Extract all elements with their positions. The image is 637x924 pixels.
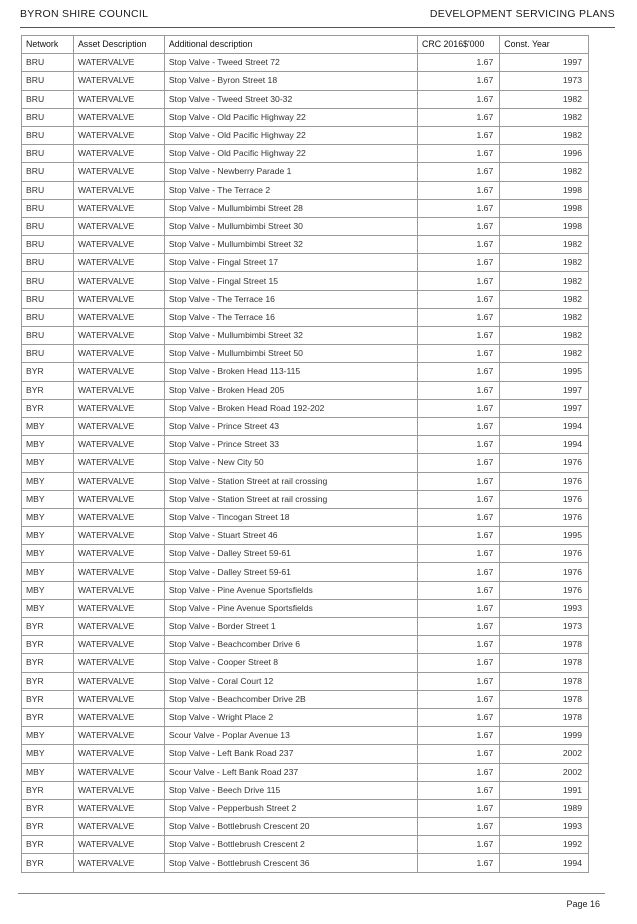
cell-asset-description: WATERVALVE [73,763,164,781]
cell-network: BRU [22,72,74,90]
cell-additional-description: Stop Valve - Fingal Street 15 [164,272,417,290]
cell-asset-description: WATERVALVE [73,417,164,435]
cell-additional-description: Stop Valve - Dalley Street 59-61 [164,545,417,563]
table-row [22,599,589,617]
cell-crc: 1.67 [418,290,500,308]
table-row [22,727,589,745]
table-row [22,472,589,490]
table-row [22,363,589,381]
table-row [22,690,589,708]
cell-crc: 1.67 [418,763,500,781]
table-row [22,763,589,781]
cell-network: MBY [22,508,74,526]
cell-const-year: 1995 [500,527,589,545]
table-row [22,508,589,526]
cell-network: MBY [22,581,74,599]
cell-crc: 1.67 [418,436,500,454]
cell-crc: 1.67 [418,545,500,563]
cell-const-year: 1982 [500,254,589,272]
cell-const-year: 2002 [500,763,589,781]
cell-network: BRU [22,126,74,144]
cell-asset-description: WATERVALVE [73,672,164,690]
cell-const-year: 1982 [500,126,589,144]
cell-additional-description: Stop Valve - Border Street 1 [164,618,417,636]
cell-network: BRU [22,108,74,126]
cell-asset-description: WATERVALVE [73,290,164,308]
cell-const-year: 1976 [500,581,589,599]
cell-additional-description: Stop Valve - Prince Street 33 [164,436,417,454]
cell-asset-description: WATERVALVE [73,599,164,617]
table-row [22,818,589,836]
table-row [22,708,589,726]
cell-additional-description: Stop Valve - Mullumbimbi Street 32 [164,327,417,345]
cell-additional-description: Stop Valve - Bottlebrush Crescent 36 [164,854,417,872]
cell-crc: 1.67 [418,72,500,90]
cell-const-year: 1998 [500,181,589,199]
cell-crc: 1.67 [418,399,500,417]
cell-asset-description: WATERVALVE [73,308,164,326]
cell-asset-description: WATERVALVE [73,581,164,599]
cell-network: BRU [22,217,74,235]
table-row [22,90,589,108]
cell-asset-description: WATERVALVE [73,836,164,854]
cell-asset-description: WATERVALVE [73,436,164,454]
cell-asset-description: WATERVALVE [73,163,164,181]
cell-asset-description: WATERVALVE [73,854,164,872]
cell-network: MBY [22,417,74,435]
cell-crc: 1.67 [418,363,500,381]
cell-const-year: 1999 [500,727,589,745]
cell-asset-description: WATERVALVE [73,236,164,254]
table-row [22,563,589,581]
cell-additional-description: Stop Valve - Pine Avenue Sportsfields [164,581,417,599]
cell-network: BYR [22,836,74,854]
cell-crc: 1.67 [418,599,500,617]
table-row [22,527,589,545]
cell-const-year: 1978 [500,708,589,726]
table-row [22,417,589,435]
cell-const-year: 1978 [500,690,589,708]
cell-additional-description: Stop Valve - Byron Street 18 [164,72,417,90]
cell-const-year: 1982 [500,290,589,308]
cell-network: BYR [22,854,74,872]
cell-additional-description: Stop Valve - Broken Head 113-115 [164,363,417,381]
column-header-asset-description: Asset Description [73,36,164,54]
cell-crc: 1.67 [418,508,500,526]
table-row [22,399,589,417]
cell-const-year: 1993 [500,818,589,836]
cell-additional-description: Stop Valve - Coral Court 12 [164,672,417,690]
cell-const-year: 1976 [500,454,589,472]
table-row [22,181,589,199]
cell-asset-description: WATERVALVE [73,381,164,399]
table-row [22,381,589,399]
cell-crc: 1.67 [418,345,500,363]
cell-crc: 1.67 [418,563,500,581]
cell-additional-description: Stop Valve - Bottlebrush Crescent 20 [164,818,417,836]
cell-const-year: 1994 [500,854,589,872]
cell-asset-description: WATERVALVE [73,363,164,381]
cell-network: BYR [22,781,74,799]
cell-asset-description: WATERVALVE [73,472,164,490]
cell-asset-description: WATERVALVE [73,708,164,726]
cell-crc: 1.67 [418,272,500,290]
table-row [22,490,589,508]
cell-const-year: 1982 [500,236,589,254]
council-name: BYRON SHIRE COUNCIL [20,8,149,20]
cell-crc: 1.67 [418,636,500,654]
cell-additional-description: Stop Valve - Left Bank Road 237 [164,745,417,763]
table-row [22,217,589,235]
cell-const-year: 1989 [500,799,589,817]
cell-additional-description: Stop Valve - Old Pacific Highway 22 [164,126,417,144]
cell-const-year: 1976 [500,508,589,526]
cell-const-year: 1978 [500,654,589,672]
cell-crc: 1.67 [418,254,500,272]
cell-const-year: 1982 [500,90,589,108]
column-header-crc: CRC 2016$'000 [418,36,500,54]
cell-network: BRU [22,327,74,345]
cell-const-year: 1993 [500,599,589,617]
column-header-const-year: Const. Year [500,36,589,54]
cell-network: BYR [22,672,74,690]
cell-additional-description: Scour Valve - Poplar Avenue 13 [164,727,417,745]
column-header-network: Network [22,36,74,54]
cell-network: MBY [22,490,74,508]
cell-network: BRU [22,254,74,272]
cell-crc: 1.67 [418,799,500,817]
column-header-additional-description: Additional description [164,36,417,54]
cell-additional-description: Stop Valve - Beachcomber Drive 6 [164,636,417,654]
table-row [22,236,589,254]
table-row [22,290,589,308]
cell-crc: 1.67 [418,181,500,199]
cell-network: BYR [22,799,74,817]
cell-crc: 1.67 [418,417,500,435]
cell-crc: 1.67 [418,672,500,690]
cell-additional-description: Stop Valve - Station Street at rail crossing [164,490,417,508]
table-row [22,163,589,181]
cell-asset-description: WATERVALVE [73,345,164,363]
cell-network: BYR [22,654,74,672]
cell-crc: 1.67 [418,818,500,836]
table-row [22,618,589,636]
cell-additional-description: Stop Valve - Mullumbimbi Street 50 [164,345,417,363]
cell-network: MBY [22,763,74,781]
table-row [22,327,589,345]
cell-asset-description: WATERVALVE [73,90,164,108]
cell-asset-description: WATERVALVE [73,454,164,472]
document-title: DEVELOPMENT SERVICING PLANS [429,8,615,20]
table-row [22,454,589,472]
table-row [22,254,589,272]
cell-additional-description: Stop Valve - Tincogan Street 18 [164,508,417,526]
cell-asset-description: WATERVALVE [73,508,164,526]
header-divider [20,27,615,28]
cell-const-year: 2002 [500,745,589,763]
cell-crc: 1.67 [418,199,500,217]
cell-crc: 1.67 [418,618,500,636]
cell-network: BRU [22,308,74,326]
table-row [22,308,589,326]
cell-additional-description: Stop Valve - Dalley Street 59-61 [164,563,417,581]
table-row [22,72,589,90]
cell-crc: 1.67 [418,690,500,708]
cell-asset-description: WATERVALVE [73,254,164,272]
cell-crc: 1.67 [418,836,500,854]
cell-network: BRU [22,54,74,72]
cell-additional-description: Stop Valve - Old Pacific Highway 22 [164,145,417,163]
cell-const-year: 1995 [500,363,589,381]
cell-network: BRU [22,272,74,290]
cell-asset-description: WATERVALVE [73,490,164,508]
table-row [22,854,589,872]
cell-network: BYR [22,818,74,836]
cell-asset-description: WATERVALVE [73,272,164,290]
cell-network: BRU [22,145,74,163]
cell-crc: 1.67 [418,727,500,745]
cell-const-year: 1997 [500,54,589,72]
cell-const-year: 1998 [500,217,589,235]
cell-crc: 1.67 [418,854,500,872]
cell-asset-description: WATERVALVE [73,781,164,799]
cell-network: BRU [22,236,74,254]
cell-asset-description: WATERVALVE [73,636,164,654]
cell-network: MBY [22,527,74,545]
cell-network: BYR [22,708,74,726]
cell-const-year: 1982 [500,163,589,181]
cell-additional-description: Stop Valve - Tweed Street 72 [164,54,417,72]
cell-const-year: 1991 [500,781,589,799]
cell-asset-description: WATERVALVE [73,72,164,90]
cell-network: BRU [22,290,74,308]
cell-asset-description: WATERVALVE [73,199,164,217]
cell-const-year: 1976 [500,472,589,490]
cell-const-year: 1982 [500,345,589,363]
cell-network: BRU [22,163,74,181]
cell-network: MBY [22,563,74,581]
cell-asset-description: WATERVALVE [73,654,164,672]
cell-network: MBY [22,745,74,763]
table-row [22,199,589,217]
cell-const-year: 1994 [500,417,589,435]
table-row [22,145,589,163]
cell-const-year: 1994 [500,436,589,454]
cell-network: BYR [22,399,74,417]
table-row [22,126,589,144]
cell-asset-description: WATERVALVE [73,145,164,163]
cell-const-year: 1976 [500,490,589,508]
cell-crc: 1.67 [418,781,500,799]
cell-additional-description: Stop Valve - Beachcomber Drive 2B [164,690,417,708]
table-row [22,672,589,690]
cell-additional-description: Stop Valve - Beech Drive 115 [164,781,417,799]
cell-asset-description: WATERVALVE [73,618,164,636]
cell-asset-description: WATERVALVE [73,181,164,199]
cell-additional-description: Stop Valve - Broken Head 205 [164,381,417,399]
cell-crc: 1.67 [418,217,500,235]
cell-network: MBY [22,454,74,472]
cell-asset-description: WATERVALVE [73,399,164,417]
table-row [22,54,589,72]
table-header-row [22,36,589,54]
cell-crc: 1.67 [418,108,500,126]
cell-asset-description: WATERVALVE [73,527,164,545]
cell-asset-description: WATERVALVE [73,327,164,345]
cell-const-year: 1982 [500,108,589,126]
cell-additional-description: Stop Valve - Old Pacific Highway 22 [164,108,417,126]
cell-crc: 1.67 [418,527,500,545]
table-row [22,745,589,763]
cell-const-year: 1997 [500,381,589,399]
cell-asset-description: WATERVALVE [73,126,164,144]
cell-const-year: 1982 [500,272,589,290]
cell-const-year: 1997 [500,399,589,417]
cell-crc: 1.67 [418,145,500,163]
cell-crc: 1.67 [418,745,500,763]
cell-const-year: 1978 [500,636,589,654]
table-row [22,636,589,654]
cell-const-year: 1978 [500,672,589,690]
cell-asset-description: WATERVALVE [73,54,164,72]
cell-const-year: 1976 [500,563,589,581]
cell-additional-description: Stop Valve - The Terrace 16 [164,308,417,326]
cell-asset-description: WATERVALVE [73,108,164,126]
cell-additional-description: Stop Valve - Cooper Street 8 [164,654,417,672]
asset-table [21,35,589,873]
cell-const-year: 1998 [500,199,589,217]
cell-network: MBY [22,545,74,563]
cell-const-year: 1996 [500,145,589,163]
cell-asset-description: WATERVALVE [73,745,164,763]
cell-crc: 1.67 [418,54,500,72]
cell-asset-description: WATERVALVE [73,727,164,745]
table-row [22,654,589,672]
cell-crc: 1.67 [418,381,500,399]
cell-additional-description: Stop Valve - Broken Head Road 192-202 [164,399,417,417]
cell-network: BYR [22,636,74,654]
cell-const-year: 1973 [500,618,589,636]
table-row [22,272,589,290]
cell-crc: 1.67 [418,708,500,726]
cell-additional-description: Stop Valve - Bottlebrush Crescent 2 [164,836,417,854]
cell-asset-description: WATERVALVE [73,690,164,708]
cell-crc: 1.67 [418,472,500,490]
table-row [22,836,589,854]
cell-asset-description: WATERVALVE [73,563,164,581]
cell-const-year: 1982 [500,308,589,326]
table-row [22,108,589,126]
cell-crc: 1.67 [418,90,500,108]
cell-network: MBY [22,472,74,490]
cell-network: BYR [22,381,74,399]
cell-network: BRU [22,181,74,199]
cell-crc: 1.67 [418,236,500,254]
cell-const-year: 1992 [500,836,589,854]
cell-network: BRU [22,345,74,363]
cell-const-year: 1982 [500,327,589,345]
table-row [22,781,589,799]
cell-const-year: 1973 [500,72,589,90]
cell-additional-description: Stop Valve - The Terrace 16 [164,290,417,308]
cell-crc: 1.67 [418,163,500,181]
cell-network: BRU [22,90,74,108]
cell-asset-description: WATERVALVE [73,818,164,836]
table-row [22,345,589,363]
footer-divider [18,893,605,894]
cell-additional-description: Stop Valve - Pepperbush Street 2 [164,799,417,817]
table-row [22,545,589,563]
cell-asset-description: WATERVALVE [73,545,164,563]
cell-additional-description: Stop Valve - Station Street at rail crossing [164,472,417,490]
cell-crc: 1.67 [418,490,500,508]
cell-crc: 1.67 [418,654,500,672]
cell-network: BRU [22,199,74,217]
cell-additional-description: Scour Valve - Left Bank Road 237 [164,763,417,781]
table-row [22,799,589,817]
cell-additional-description: Stop Valve - New City 50 [164,454,417,472]
cell-additional-description: Stop Valve - Prince Street 43 [164,417,417,435]
cell-additional-description: Stop Valve - Mullumbimbi Street 28 [164,199,417,217]
cell-network: BYR [22,690,74,708]
cell-asset-description: WATERVALVE [73,217,164,235]
cell-additional-description: Stop Valve - Stuart Street 46 [164,527,417,545]
cell-additional-description: Stop Valve - Pine Avenue Sportsfields [164,599,417,617]
cell-additional-description: Stop Valve - Wright Place 2 [164,708,417,726]
table-row [22,581,589,599]
table-body [22,54,589,872]
cell-additional-description: Stop Valve - Newberry Parade 1 [164,163,417,181]
cell-network: BYR [22,363,74,381]
cell-crc: 1.67 [418,126,500,144]
cell-additional-description: Stop Valve - Tweed Street 30-32 [164,90,417,108]
page-header [20,8,615,24]
cell-crc: 1.67 [418,581,500,599]
page-number: Page 16 [566,899,600,909]
cell-additional-description: Stop Valve - The Terrace 2 [164,181,417,199]
cell-asset-description: WATERVALVE [73,799,164,817]
cell-const-year: 1976 [500,545,589,563]
cell-network: BYR [22,618,74,636]
table-row [22,436,589,454]
cell-network: MBY [22,436,74,454]
cell-crc: 1.67 [418,454,500,472]
cell-additional-description: Stop Valve - Mullumbimbi Street 30 [164,217,417,235]
cell-additional-description: Stop Valve - Mullumbimbi Street 32 [164,236,417,254]
cell-network: MBY [22,727,74,745]
cell-crc: 1.67 [418,327,500,345]
cell-network: MBY [22,599,74,617]
cell-crc: 1.67 [418,308,500,326]
cell-additional-description: Stop Valve - Fingal Street 17 [164,254,417,272]
